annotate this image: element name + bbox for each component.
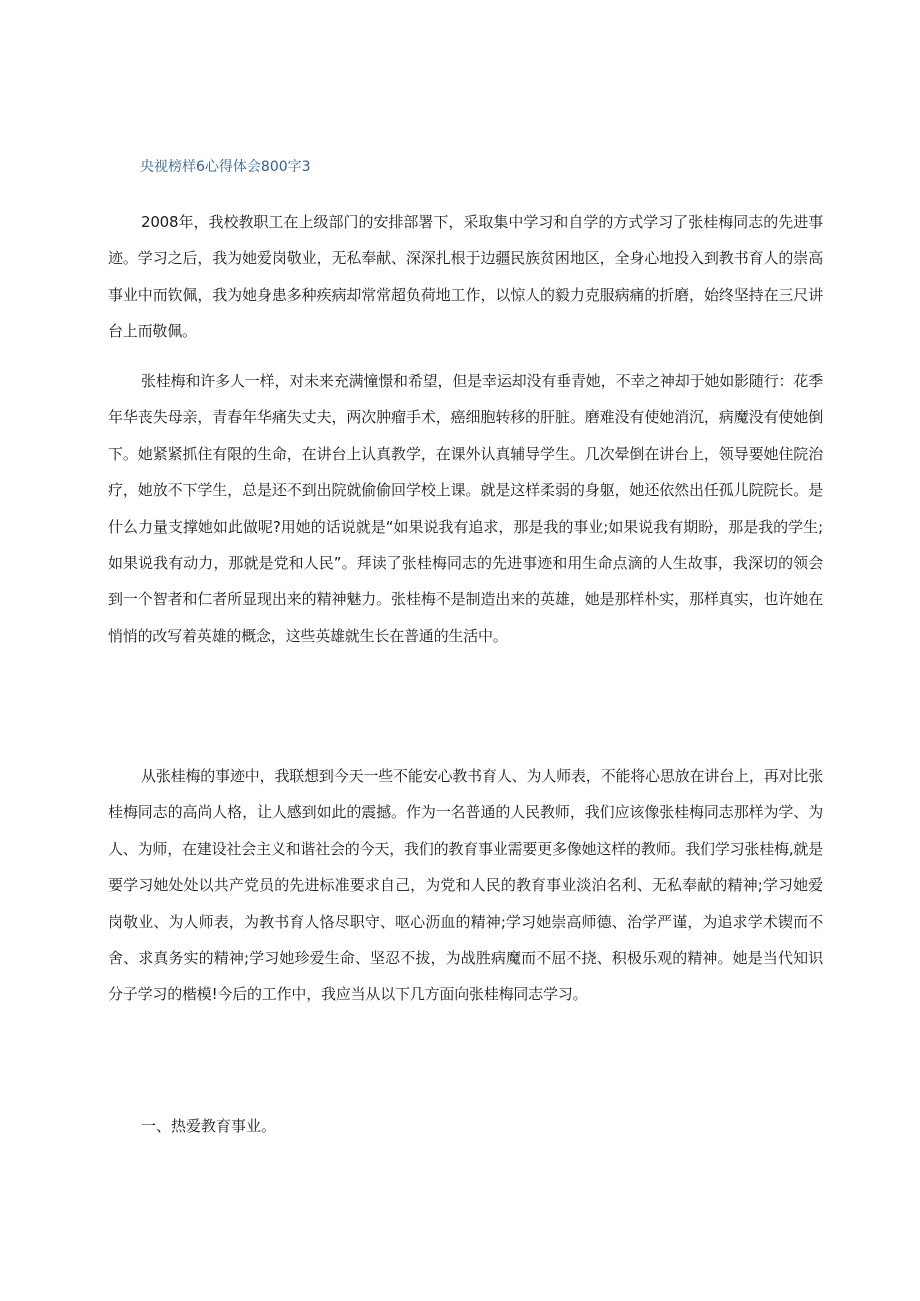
section-heading: 一、热爱教育事业。 bbox=[141, 1117, 277, 1135]
paragraph-1: 2008年，我校教职工在上级部门的安排部署下，采取集中学习和自学的方式学习了张桂梅同志的先进事迹。学习之后，我为她爱岗敬业，无私奉献、深深扎根于边疆民族贫困地区，全身心地投入到教书育人的崇高事业中而钦佩，我为她身患多种疾病却常常超负荷地工作，以惊人的毅力克服病痛的折磨，始终坚持在三尺讲台上而敬佩。 bbox=[108, 213, 823, 341]
document-title: 央视榜样6心得体会800字3 bbox=[140, 159, 311, 175]
paragraph-2: 张桂梅和许多人一样，对未来充满憧憬和希望，但是幸运却没有垂青她，不幸之神却于她如影随行：花季年华丧失母亲，青春年华痛失丈夫，两次肿瘤手术，癌细胞转移的肝脏。磨难没有使她消沉，病魔没有使她倒下。她紧紧抓住有限的生命，在讲台上认真教学，在课外认真辅导学生。几次晕倒在讲台上，领导要她住院治疗，她放不下学生，总是还不到出院就偷偷回学校上课。就是这样柔弱的身躯，她还依然出任孤儿院院长。是什么力量支撑她如此做呢?用她的话说就是“如果说我有追求，那是我的事业;如果说我有期盼，那是我的学生;如果说我有动力，那就是党和人民”。拜读了张桂梅同志的先进事迹和用生命点滴的人生故事，我深切的领会到一个智者和仁者所显现出来的精神魅力。张桂梅不是制造出来的英雄，她是那样朴实，那样真实，也许她在悄悄的改写着英雄的概念，这些英雄就生长在普通的生活中。 bbox=[108, 372, 823, 645]
paragraph-3: 从张桂梅的事迹中，我联想到今天一些不能安心教书育人、为人师表，不能将心思放在讲台上，再对比张桂梅同志的高尚人格，让人感到如此的震撼。作为一名普通的人民教师，我们应该像张桂梅同志那样为学、为人、为师，在建设社会主义和谐社会的今天，我们的教育事业需要更多像她这样的教师。我们学习张桂梅,就是要学习她处处以共产党员的先进标准要求自己，为党和人民的教育事业淡泊名利、无私奉献的精神;学习她爱岗敬业、为人师表，为教书育人恪尽职守、呕心沥血的精神;学习她崇高师德、治学严谨，为追求学术锲而不舍、求真务实的精神;学习她珍爱生命、坚忍不拔，为战胜病魔而不屈不挠、积极乐观的精神。她是当代知识分子学习的楷模!今后的工作中，我应当从以下几方面向张桂梅同志学习。 bbox=[108, 767, 823, 1004]
